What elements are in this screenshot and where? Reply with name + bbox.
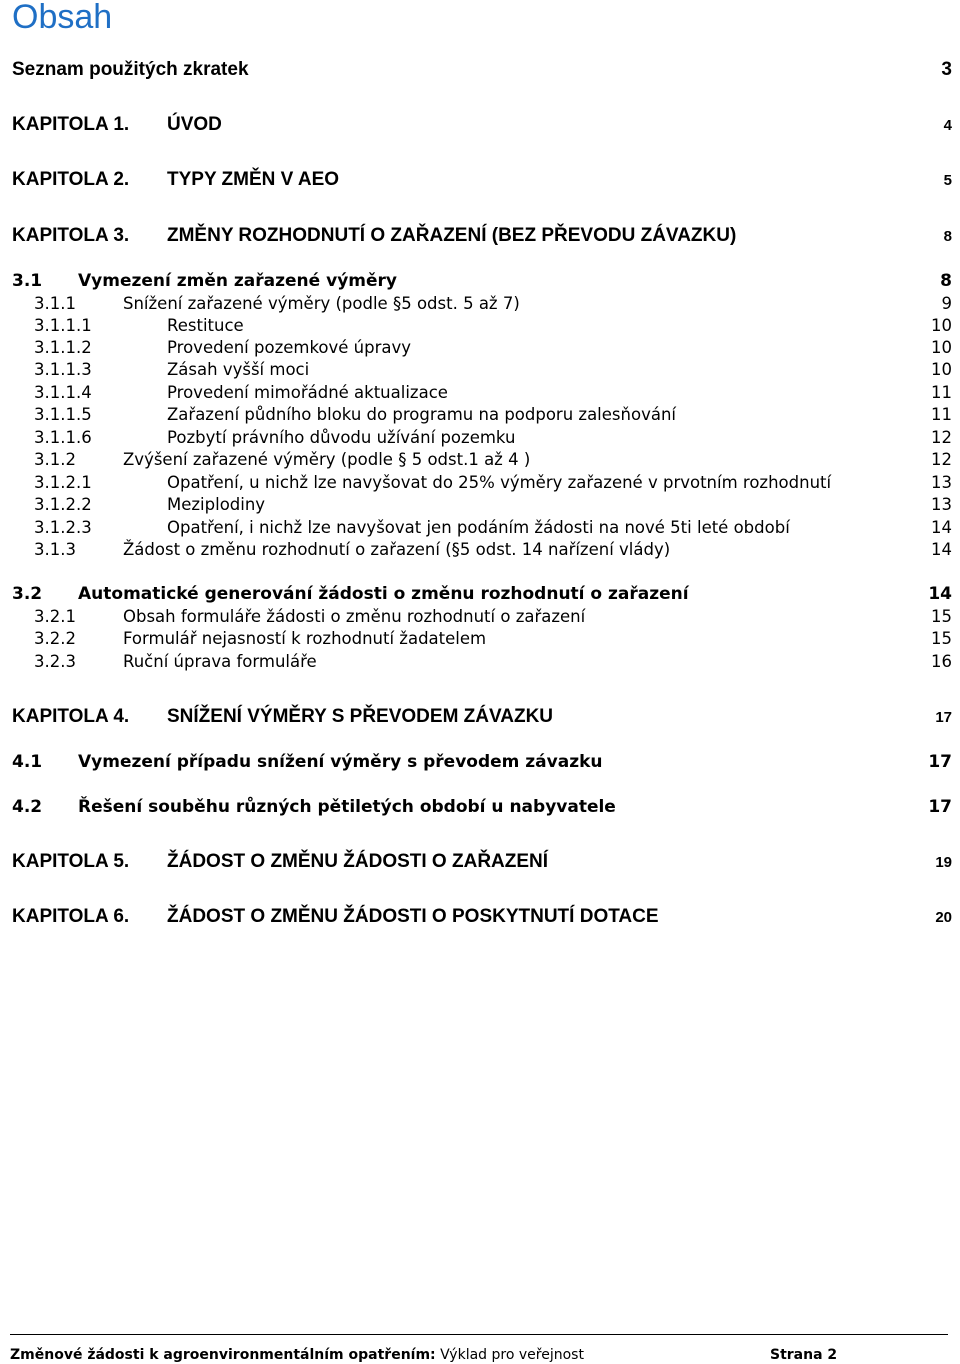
toc-item-title: Restituce (167, 316, 244, 335)
toc-item-number: 3.1.1.3 (34, 360, 92, 379)
toc-chapter-page: 17 (935, 709, 952, 726)
toc-subsection-page: 12 (931, 450, 952, 469)
toc-subsection-number: 3.1.2 (34, 450, 76, 469)
toc-subsection-number: 3.1.3 (34, 540, 76, 559)
toc-subsection-title: Ruční úprava formuláře (123, 652, 317, 671)
toc-section-number: 4.2 (12, 797, 43, 817)
toc-subsection-title: Žádost o změnu rozhodnutí o zařazení (§5 odst. 14 nařízení vlády) (123, 540, 671, 559)
toc-subsection-3-2-3[interactable] (0, 652, 960, 678)
toc-section-page: 8 (940, 271, 952, 291)
page-footer (10, 1334, 948, 1363)
toc-item-title: Opatření, u nichž lze navyšovat do 25% výměry zařazené v prvotním rozhodnutí (167, 473, 832, 492)
footer-page-number: Strana 2 (770, 1347, 838, 1363)
toc-section-page: 14 (928, 584, 952, 604)
toc-subsection-page: 15 (931, 629, 952, 648)
footer-subtitle: Výklad pro veřejnost (435, 1347, 584, 1363)
toc-item-page: 10 (931, 338, 952, 357)
toc-chapter-number: KAPITOLA 6. (12, 906, 130, 927)
toc-item-page: 10 (931, 360, 952, 379)
toc-chapter-page: 8 (943, 228, 952, 245)
toc-item-number: 3.1.2.1 (34, 473, 92, 492)
toc-chapter-title: SNÍŽENÍ VÝMĚRY S PŘEVODEM ZÁVAZKU (167, 706, 554, 727)
toc-item-title: Provedení mimořádné aktualizace (167, 383, 448, 402)
toc-item-title: Pozbytí právního důvodu užívání pozemku (167, 428, 516, 447)
toc-subsection-page: 16 (931, 652, 952, 671)
toc-item-number: 3.1.2.2 (34, 495, 92, 514)
toc-subsection-number: 3.2.1 (34, 607, 76, 626)
footer-document-title (10, 1347, 584, 1363)
toc-section-4-1[interactable] (0, 752, 960, 778)
toc-item-number: 3.1.1.5 (34, 405, 92, 424)
toc-item-title: Zásah vyšší moci (167, 360, 310, 379)
toc-section-number: 4.1 (12, 752, 43, 772)
toc-chapter-2[interactable] (0, 169, 960, 195)
toc-item-number: 3.1.2.3 (34, 518, 92, 537)
toc-chapter-page: 5 (943, 172, 952, 189)
toc-item-number: 3.1.1.4 (34, 383, 92, 402)
toc-item-page: 11 (931, 383, 952, 402)
toc-chapter-number: KAPITOLA 2. (12, 169, 130, 190)
toc-chapter-page: 20 (935, 909, 952, 926)
toc-section-number: 3.2 (12, 584, 43, 604)
footer-title: Změnové žádosti k agroenvironmentálním opatřením: (10, 1347, 436, 1363)
toc-item-title: Zařazení půdního bloku do programu na podporu zalesňování (167, 405, 676, 424)
toc-chapter-4[interactable] (0, 706, 960, 732)
toc-subsection-page: 14 (931, 540, 952, 559)
toc-subsection-number: 3.2.2 (34, 629, 76, 648)
toc-section-title: Vymezení případu snížení výměry s převodem závazku (78, 752, 603, 772)
page-title: Obsah (12, 0, 113, 36)
toc-section-page: 17 (928, 797, 952, 817)
toc-subsection-number: 3.2.3 (34, 652, 76, 671)
toc-item-title: Meziplodiny (167, 495, 266, 514)
toc-chapter-title: ZMĚNY ROZHODNUTÍ O ZAŘAZENÍ (BEZ PŘEVODU ZÁVAZKU) (167, 225, 737, 246)
toc-item-page: 13 (931, 473, 952, 492)
toc-section-page: 17 (928, 752, 952, 772)
toc-subsection-page: 15 (931, 607, 952, 626)
toc-chapter-title: ŽÁDOST O ZMĚNU ŽÁDOSTI O ZAŘAZENÍ (167, 851, 549, 872)
toc-chapter-5[interactable] (0, 851, 960, 877)
toc-entry-abbreviations[interactable] (0, 59, 960, 85)
toc-item-page: 14 (931, 518, 952, 537)
toc-chapter-6[interactable] (0, 906, 960, 932)
toc-section-title: Automatické generování žádosti o změnu rozhodnutí o zařazení (78, 584, 689, 604)
toc-section-title: Řešení souběhu různých pětiletých období u nabyvatele (78, 797, 616, 817)
toc-chapter-3[interactable] (0, 225, 960, 251)
toc-subsection-title: Zvýšení zařazené výměry (podle § 5 odst.1 až 4 ) (123, 450, 531, 469)
toc-item-page: 13 (931, 495, 952, 514)
toc-item-page: 10 (931, 316, 952, 335)
toc-item-number: 3.1.1.2 (34, 338, 92, 357)
toc-chapter-title: TYPY ZMĚN V AEO (167, 169, 340, 190)
toc-subsection-page: 9 (941, 294, 952, 313)
toc-subsection-3-1-3[interactable] (0, 540, 960, 566)
toc-item-number: 3.1.1.1 (34, 316, 92, 335)
toc-section-number: 3.1 (12, 271, 43, 291)
toc-item-title: Opatření, i nichž lze navyšovat jen podáním žádosti na nové 5ti leté období (167, 518, 790, 537)
toc-chapter-number: KAPITOLA 4. (12, 706, 130, 727)
toc-chapter-number: KAPITOLA 1. (12, 114, 130, 135)
toc-item-title: Provedení pozemkové úpravy (167, 338, 412, 357)
toc-entry-page: 3 (941, 59, 952, 80)
toc-section-4-2[interactable] (0, 797, 960, 823)
toc-entry-title: Seznam použitých zkratek (12, 59, 249, 80)
toc-chapter-number: KAPITOLA 3. (12, 225, 130, 246)
toc-subsection-title: Snížení zařazené výměry (podle §5 odst. 5 až 7) (123, 294, 520, 313)
toc-chapter-title: ŽÁDOST O ZMĚNU ŽÁDOSTI O POSKYTNUTÍ DOTACE (167, 906, 659, 927)
toc-chapter-number: KAPITOLA 5. (12, 851, 130, 872)
toc-chapter-page: 4 (943, 117, 952, 134)
toc-chapter-title: ÚVOD (167, 114, 222, 135)
toc-subsection-title: Obsah formuláře žádosti o změnu rozhodnutí o zařazení (123, 607, 586, 626)
toc-chapter-page: 19 (935, 854, 952, 871)
toc-subsection-title: Formulář nejasností k rozhodnutí žadatelem (123, 629, 487, 648)
toc-section-title: Vymezení změn zařazené výměry (78, 271, 397, 291)
toc-item-page: 12 (931, 428, 952, 447)
toc-subsection-number: 3.1.1 (34, 294, 76, 313)
toc-chapter-1[interactable] (0, 114, 960, 140)
toc-item-number: 3.1.1.6 (34, 428, 92, 447)
toc-item-page: 11 (931, 405, 952, 424)
